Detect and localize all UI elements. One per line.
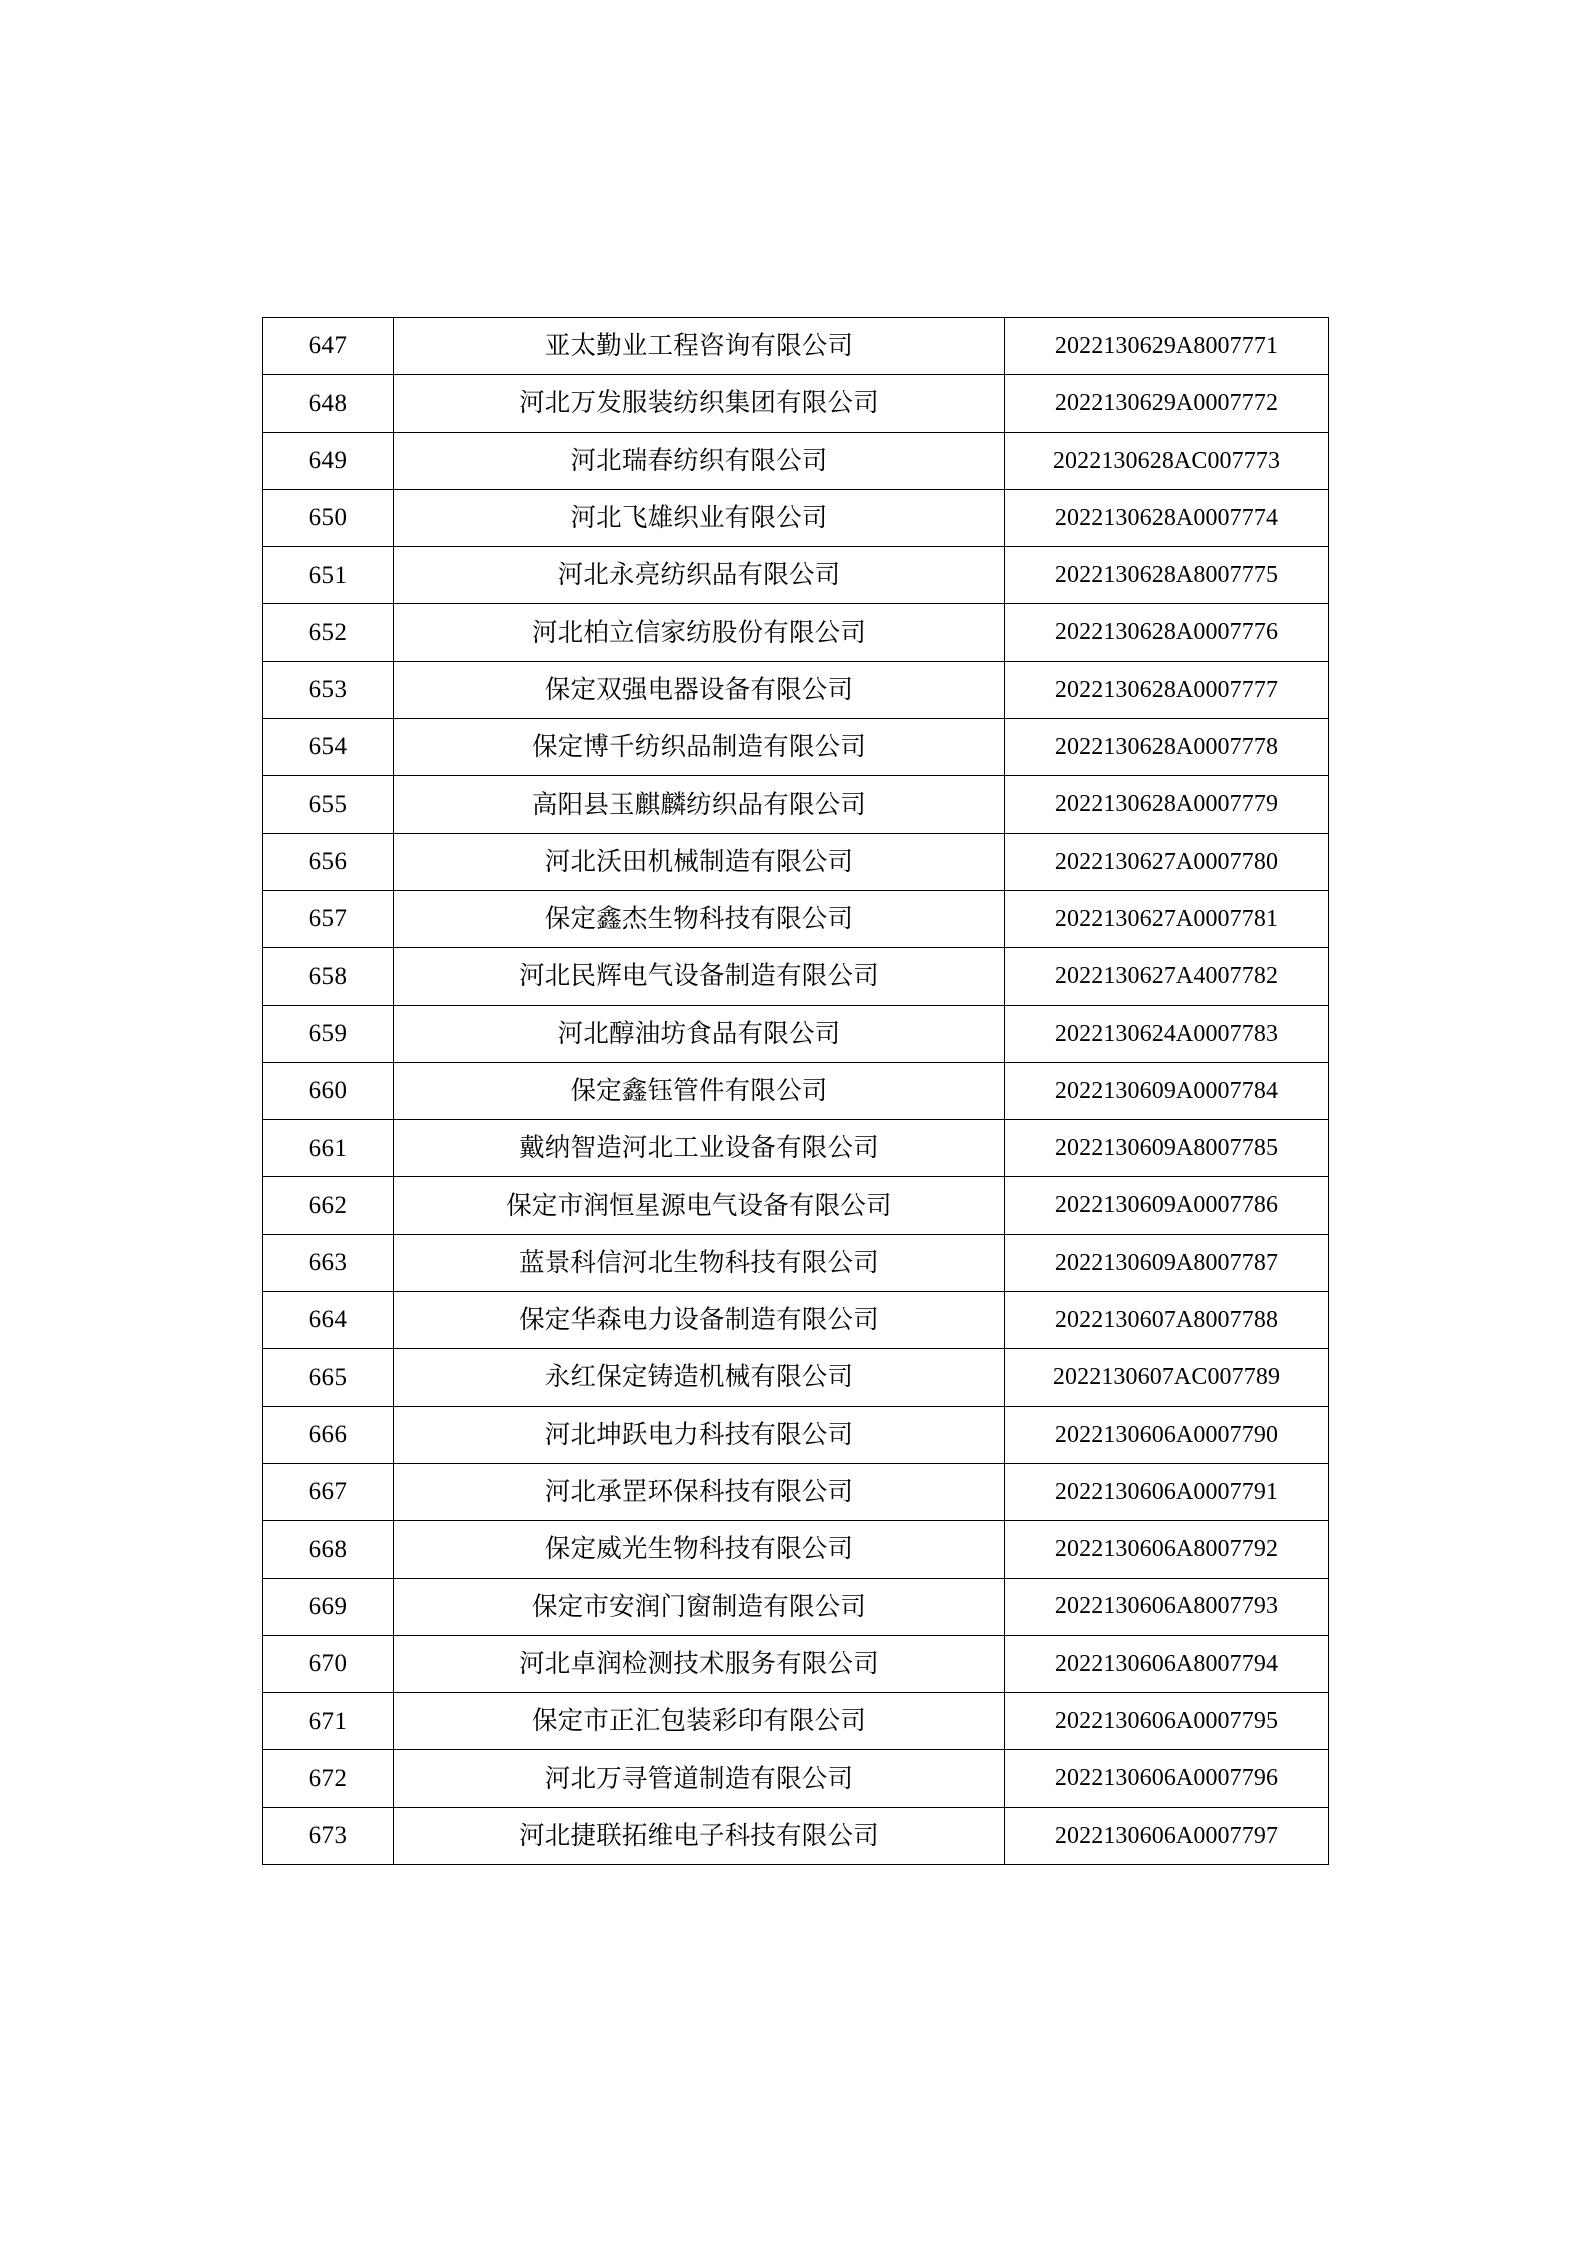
- table-row: [263, 1693, 1329, 1750]
- table-row: [263, 1463, 1329, 1520]
- table-row: [263, 489, 1329, 546]
- cell-registration-code: 2022130628A0007774: [1005, 489, 1329, 546]
- cell-sequence-number: 659: [263, 1005, 394, 1062]
- cell-registration-code: 2022130627A4007782: [1005, 948, 1329, 1005]
- cell-sequence-number: 654: [263, 719, 394, 776]
- cell-sequence-number: 650: [263, 489, 394, 546]
- cell-sequence-number: 670: [263, 1635, 394, 1692]
- cell-sequence-number: 655: [263, 776, 394, 833]
- cell-sequence-number: 660: [263, 1062, 394, 1119]
- table-row: [263, 1807, 1329, 1864]
- cell-sequence-number: 673: [263, 1807, 394, 1864]
- cell-company-name: 河北承罡环保科技有限公司: [394, 1463, 1005, 1520]
- cell-registration-code: 2022130606A0007790: [1005, 1406, 1329, 1463]
- table-row: [263, 375, 1329, 432]
- cell-company-name: 河北柏立信家纺股份有限公司: [394, 604, 1005, 661]
- table-row: [263, 1177, 1329, 1234]
- table-row: [263, 1292, 1329, 1349]
- cell-registration-code: 2022130606A8007793: [1005, 1578, 1329, 1635]
- cell-sequence-number: 666: [263, 1406, 394, 1463]
- table-row: [263, 1750, 1329, 1807]
- cell-company-name: 河北沃田机械制造有限公司: [394, 833, 1005, 890]
- cell-sequence-number: 672: [263, 1750, 394, 1807]
- cell-company-name: 保定鑫杰生物科技有限公司: [394, 890, 1005, 947]
- cell-sequence-number: 664: [263, 1292, 394, 1349]
- table-row: [263, 547, 1329, 604]
- cell-sequence-number: 669: [263, 1578, 394, 1635]
- cell-company-name: 保定华森电力设备制造有限公司: [394, 1292, 1005, 1349]
- listing-table-container: [262, 317, 1325, 1865]
- cell-registration-code: 2022130627A0007781: [1005, 890, 1329, 947]
- cell-sequence-number: 668: [263, 1521, 394, 1578]
- cell-company-name: 蓝景科信河北生物科技有限公司: [394, 1234, 1005, 1291]
- cell-registration-code: 2022130628A0007779: [1005, 776, 1329, 833]
- cell-registration-code: 2022130627A0007780: [1005, 833, 1329, 890]
- cell-registration-code: 2022130628A0007777: [1005, 661, 1329, 718]
- table-row: [263, 1234, 1329, 1291]
- cell-company-name: 河北永亮纺织品有限公司: [394, 547, 1005, 604]
- table-row: [263, 1349, 1329, 1406]
- cell-sequence-number: 665: [263, 1349, 394, 1406]
- cell-company-name: 河北民辉电气设备制造有限公司: [394, 948, 1005, 1005]
- cell-company-name: 保定鑫钰管件有限公司: [394, 1062, 1005, 1119]
- cell-sequence-number: 651: [263, 547, 394, 604]
- cell-registration-code: 2022130607AC007789: [1005, 1349, 1329, 1406]
- cell-registration-code: 2022130624A0007783: [1005, 1005, 1329, 1062]
- cell-sequence-number: 649: [263, 432, 394, 489]
- table-row: [263, 661, 1329, 718]
- cell-registration-code: 2022130628A0007778: [1005, 719, 1329, 776]
- cell-company-name: 永红保定铸造机械有限公司: [394, 1349, 1005, 1406]
- cell-company-name: 河北飞雄织业有限公司: [394, 489, 1005, 546]
- cell-sequence-number: 656: [263, 833, 394, 890]
- cell-company-name: 保定市安润门窗制造有限公司: [394, 1578, 1005, 1635]
- cell-company-name: 保定双强电器设备有限公司: [394, 661, 1005, 718]
- table-row: [263, 1005, 1329, 1062]
- table-row: [263, 776, 1329, 833]
- cell-registration-code: 2022130609A8007787: [1005, 1234, 1329, 1291]
- cell-company-name: 高阳县玉麒麟纺织品有限公司: [394, 776, 1005, 833]
- cell-company-name: 河北醇油坊食品有限公司: [394, 1005, 1005, 1062]
- table-row: [263, 1635, 1329, 1692]
- cell-registration-code: 2022130629A0007772: [1005, 375, 1329, 432]
- cell-registration-code: 2022130606A0007796: [1005, 1750, 1329, 1807]
- table-row: [263, 1406, 1329, 1463]
- table-row: [263, 1120, 1329, 1177]
- table-body: [263, 318, 1329, 1865]
- cell-sequence-number: 662: [263, 1177, 394, 1234]
- cell-registration-code: 2022130628A8007775: [1005, 547, 1329, 604]
- registration-listing-table: [262, 317, 1329, 1865]
- cell-company-name: 河北卓润检测技术服务有限公司: [394, 1635, 1005, 1692]
- table-row: [263, 432, 1329, 489]
- cell-sequence-number: 657: [263, 890, 394, 947]
- cell-registration-code: 2022130609A0007784: [1005, 1062, 1329, 1119]
- cell-company-name: 戴纳智造河北工业设备有限公司: [394, 1120, 1005, 1177]
- table-row: [263, 833, 1329, 890]
- table-row: [263, 1521, 1329, 1578]
- cell-registration-code: 2022130609A0007786: [1005, 1177, 1329, 1234]
- table-row: [263, 318, 1329, 375]
- table-row: [263, 1578, 1329, 1635]
- cell-company-name: 河北瑞春纺织有限公司: [394, 432, 1005, 489]
- cell-registration-code: 2022130628A0007776: [1005, 604, 1329, 661]
- table-row: [263, 719, 1329, 776]
- table-row: [263, 604, 1329, 661]
- cell-sequence-number: 661: [263, 1120, 394, 1177]
- cell-registration-code: 2022130606A0007795: [1005, 1693, 1329, 1750]
- cell-sequence-number: 667: [263, 1463, 394, 1520]
- table-row: [263, 948, 1329, 1005]
- cell-company-name: 河北捷联拓维电子科技有限公司: [394, 1807, 1005, 1864]
- cell-sequence-number: 663: [263, 1234, 394, 1291]
- cell-sequence-number: 647: [263, 318, 394, 375]
- cell-registration-code: 2022130609A8007785: [1005, 1120, 1329, 1177]
- cell-registration-code: 2022130628AC007773: [1005, 432, 1329, 489]
- cell-company-name: 亚太勤业工程咨询有限公司: [394, 318, 1005, 375]
- cell-registration-code: 2022130606A0007797: [1005, 1807, 1329, 1864]
- cell-registration-code: 2022130607A8007788: [1005, 1292, 1329, 1349]
- table-row: [263, 1062, 1329, 1119]
- cell-registration-code: 2022130606A8007792: [1005, 1521, 1329, 1578]
- cell-sequence-number: 653: [263, 661, 394, 718]
- cell-company-name: 河北万寻管道制造有限公司: [394, 1750, 1005, 1807]
- cell-sequence-number: 658: [263, 948, 394, 1005]
- cell-sequence-number: 652: [263, 604, 394, 661]
- cell-company-name: 保定博千纺织品制造有限公司: [394, 719, 1005, 776]
- cell-registration-code: 2022130629A8007771: [1005, 318, 1329, 375]
- cell-company-name: 保定市润恒星源电气设备有限公司: [394, 1177, 1005, 1234]
- cell-registration-code: 2022130606A0007791: [1005, 1463, 1329, 1520]
- cell-registration-code: 2022130606A8007794: [1005, 1635, 1329, 1692]
- cell-sequence-number: 671: [263, 1693, 394, 1750]
- cell-company-name: 保定市正汇包装彩印有限公司: [394, 1693, 1005, 1750]
- cell-company-name: 保定威光生物科技有限公司: [394, 1521, 1005, 1578]
- cell-sequence-number: 648: [263, 375, 394, 432]
- table-row: [263, 890, 1329, 947]
- cell-company-name: 河北坤跃电力科技有限公司: [394, 1406, 1005, 1463]
- cell-company-name: 河北万发服装纺织集团有限公司: [394, 375, 1005, 432]
